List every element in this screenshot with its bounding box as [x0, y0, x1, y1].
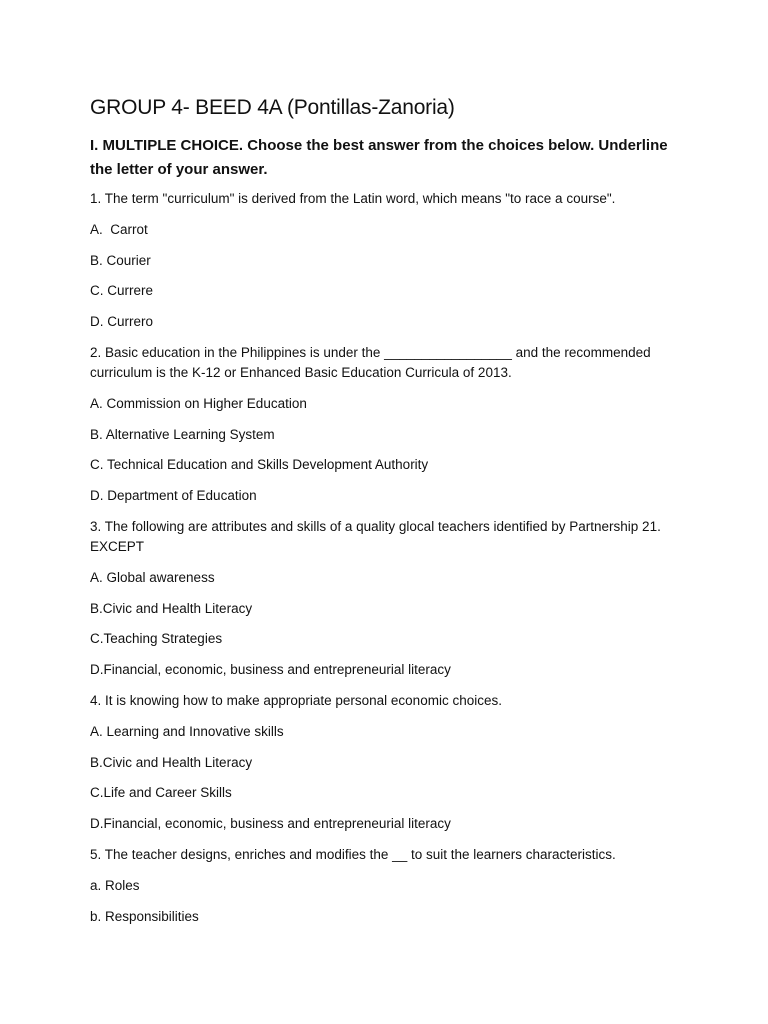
document-title: GROUP 4- BEED 4A (Pontillas-Zanoria): [90, 96, 455, 119]
choice-b: B. Alternative Learning System: [90, 426, 275, 442]
choice-a: A. Carrot: [90, 221, 148, 237]
question-text: 3. The following are attributes and skills of a quality glocal teachers identified by Partnership 21. EXCEPT: [90, 518, 665, 554]
choice-d: D. Department of Education: [90, 488, 257, 504]
question-2: [90, 343, 690, 506]
question-5: [90, 845, 690, 927]
choice-d: D.Financial, economic, business and entrepreneurial literacy: [90, 662, 451, 678]
question-text: 1. The term "curriculum" is derived from the Latin word, which means "to race a course".: [90, 191, 616, 206]
choice-b: B.Civic and Health Literacy: [90, 600, 253, 616]
question-4: [90, 691, 690, 834]
choice-c: C. Currere: [90, 283, 154, 299]
choice-d: D.Financial, economic, business and entrepreneurial literacy: [90, 816, 451, 832]
choice-b: B. Courier: [90, 252, 151, 268]
choice-a: A. Learning and Innovative skills: [90, 723, 284, 739]
choice-b: B.Civic and Health Literacy: [90, 754, 253, 770]
choice-b: b. Responsibilities: [90, 908, 199, 924]
section-heading: I. MULTIPLE CHOICE. Choose the best answer from the choices below. Underline the letter of your answer.: [90, 137, 668, 178]
choice-c: C.Life and Career Skills: [90, 785, 232, 801]
document-page: [90, 94, 690, 937]
question-1: [90, 189, 690, 332]
question-text: 2. Basic education in the Philippines is under the _________________ and the recommended curriculum is the K-12 or Enhanced Basic Education Curricula of 2013.: [90, 344, 655, 380]
choice-a: A. Global awareness: [90, 569, 215, 585]
question-text: 5. The teacher designs, enriches and modifies the __ to suit the learners characteristics.: [90, 846, 616, 862]
question-3: [90, 517, 690, 680]
choice-d: D. Currero: [90, 314, 154, 330]
choice-a: A. Commission on Higher Education: [90, 395, 307, 411]
choice-c: C.Teaching Strategies: [90, 631, 223, 647]
choice-c: C. Technical Education and Skills Development Authority: [90, 457, 429, 473]
question-text: 4. It is knowing how to make appropriate personal economic choices.: [90, 692, 502, 708]
choice-a: a. Roles: [90, 877, 140, 893]
